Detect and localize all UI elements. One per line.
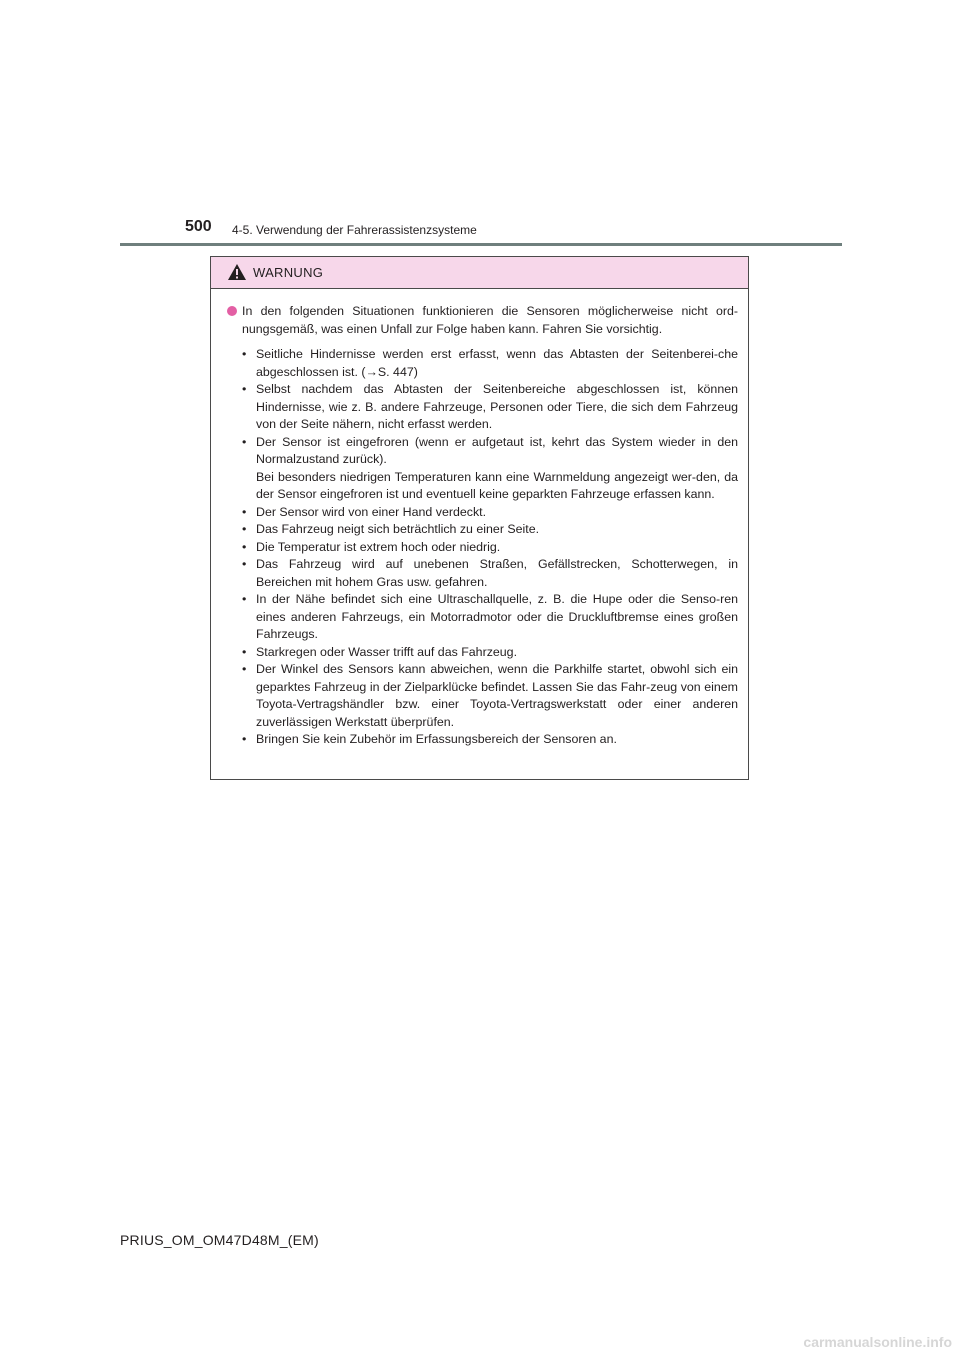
list-item <box>225 661 738 731</box>
header-rule <box>120 243 842 246</box>
warning-body <box>211 289 748 749</box>
bullet-dot-icon: • <box>242 434 247 449</box>
bullet-dot-icon: • <box>242 644 247 659</box>
list-item-text: Der Sensor ist eingefroren (wenn er aufgetaut ist, kehrt das System wieder in den Normalzustand zurück). <box>256 434 738 466</box>
list-item-text: Bringen Sie kein Zubehör im Erfassungsbereich der Sensoren an. <box>256 732 617 746</box>
intro-text: In den folgenden Situationen funktionieren die Sensoren möglicherweise nicht ord-nungsgemäß, was einen Unfall zur Folge haben kann. Fahren Sie vorsichtig. <box>242 304 738 336</box>
bullet-dot-icon: • <box>242 592 247 606</box>
list-item <box>225 556 738 591</box>
list-item-text: Seitliche Hindernisse werden erst erfasst, wenn das Abtasten der Seitenberei-che abgeschlossen ist. (→S. 447) <box>256 347 738 379</box>
section-title: 4-5. Verwendung der Fahrerassistenzsysteme <box>232 223 477 237</box>
list-item <box>225 539 738 557</box>
list-item <box>225 644 738 662</box>
bullet-dot-icon: • <box>242 539 247 554</box>
list-item-text: Starkregen oder Wasser trifft auf das Fahrzeug. <box>256 644 518 659</box>
list-item <box>225 504 738 522</box>
warning-box <box>210 256 749 780</box>
watermark: carmanualsonline.info <box>803 1334 952 1350</box>
list-item-text: Selbst nachdem das Abtasten der Seitenbereiche abgeschlossen ist, können Hindernisse, wie z. B. andere Fahrzeuge, Personen oder Tiere, die sich dem Fahrzeug von der Seite nähern, nicht erfasst werden. <box>256 382 738 431</box>
list-item <box>225 731 738 749</box>
list-item-text: Die Temperatur ist extrem hoch oder niedrig. <box>256 539 501 554</box>
list-item <box>225 591 738 644</box>
list-item-text: Der Winkel des Sensors kann abweichen, wenn die Parkhilfe startet, obwohl sich ein geparktes Fahrzeug in der Zielparklücke befindet. Lassen Sie das Fahr-zeug von einem Toyota-Vertragshändler bzw. einer Toyota-Vertragswerkstatt oder einer anderen zuverlässigen Werkstatt überprüfen. <box>256 662 738 729</box>
list-item-extra-text: Bei besonders niedrigen Temperaturen kann eine Warnmeldung angezeigt wer-den, da der Sensor eingefroren ist und eventuell keine geparkten Fahrzeuge erfassen kann. <box>256 469 738 501</box>
bullet-dot-icon: • <box>242 522 247 536</box>
bullet-dot-icon: • <box>242 662 247 676</box>
warning-triangle-icon <box>227 263 247 281</box>
list-item <box>225 434 738 504</box>
page-number: 500 <box>185 218 212 235</box>
warning-intro <box>225 303 738 338</box>
list-item <box>225 521 738 539</box>
bullet-dot-icon: • <box>242 557 247 571</box>
bullet-dot-icon: • <box>242 504 247 519</box>
intro-bullet-icon <box>227 306 237 316</box>
bullet-dot-icon: • <box>242 347 247 361</box>
bullet-dot-icon: • <box>242 382 247 396</box>
list-item <box>225 346 738 381</box>
list-item <box>225 381 738 434</box>
list-item-text: Das Fahrzeug neigt sich beträchtlich zu einer Seite. <box>256 522 540 536</box>
list-item-text: In der Nähe befindet sich eine Ultraschallquelle, z. B. die Hupe oder die Senso-ren eines anderen Fahrzeugs, ein Motorradmotor oder die Druckluftbremse eines großen Fahrzeugs. <box>256 592 738 641</box>
warning-header <box>211 257 748 289</box>
bullet-dot-icon: • <box>242 732 247 746</box>
warning-title: WARNUNG <box>253 265 324 280</box>
list-item-text: Das Fahrzeug wird auf unebenen Straßen, Gefällstrecken, Schotterwegen, in Bereichen mit hohem Gras usw. gefahren. <box>256 557 738 589</box>
condition-list <box>225 346 738 749</box>
list-item-text: Der Sensor wird von einer Hand verdeckt. <box>256 504 487 519</box>
document-id: PRIUS_OM_OM47D48M_(EM) <box>120 1232 319 1248</box>
